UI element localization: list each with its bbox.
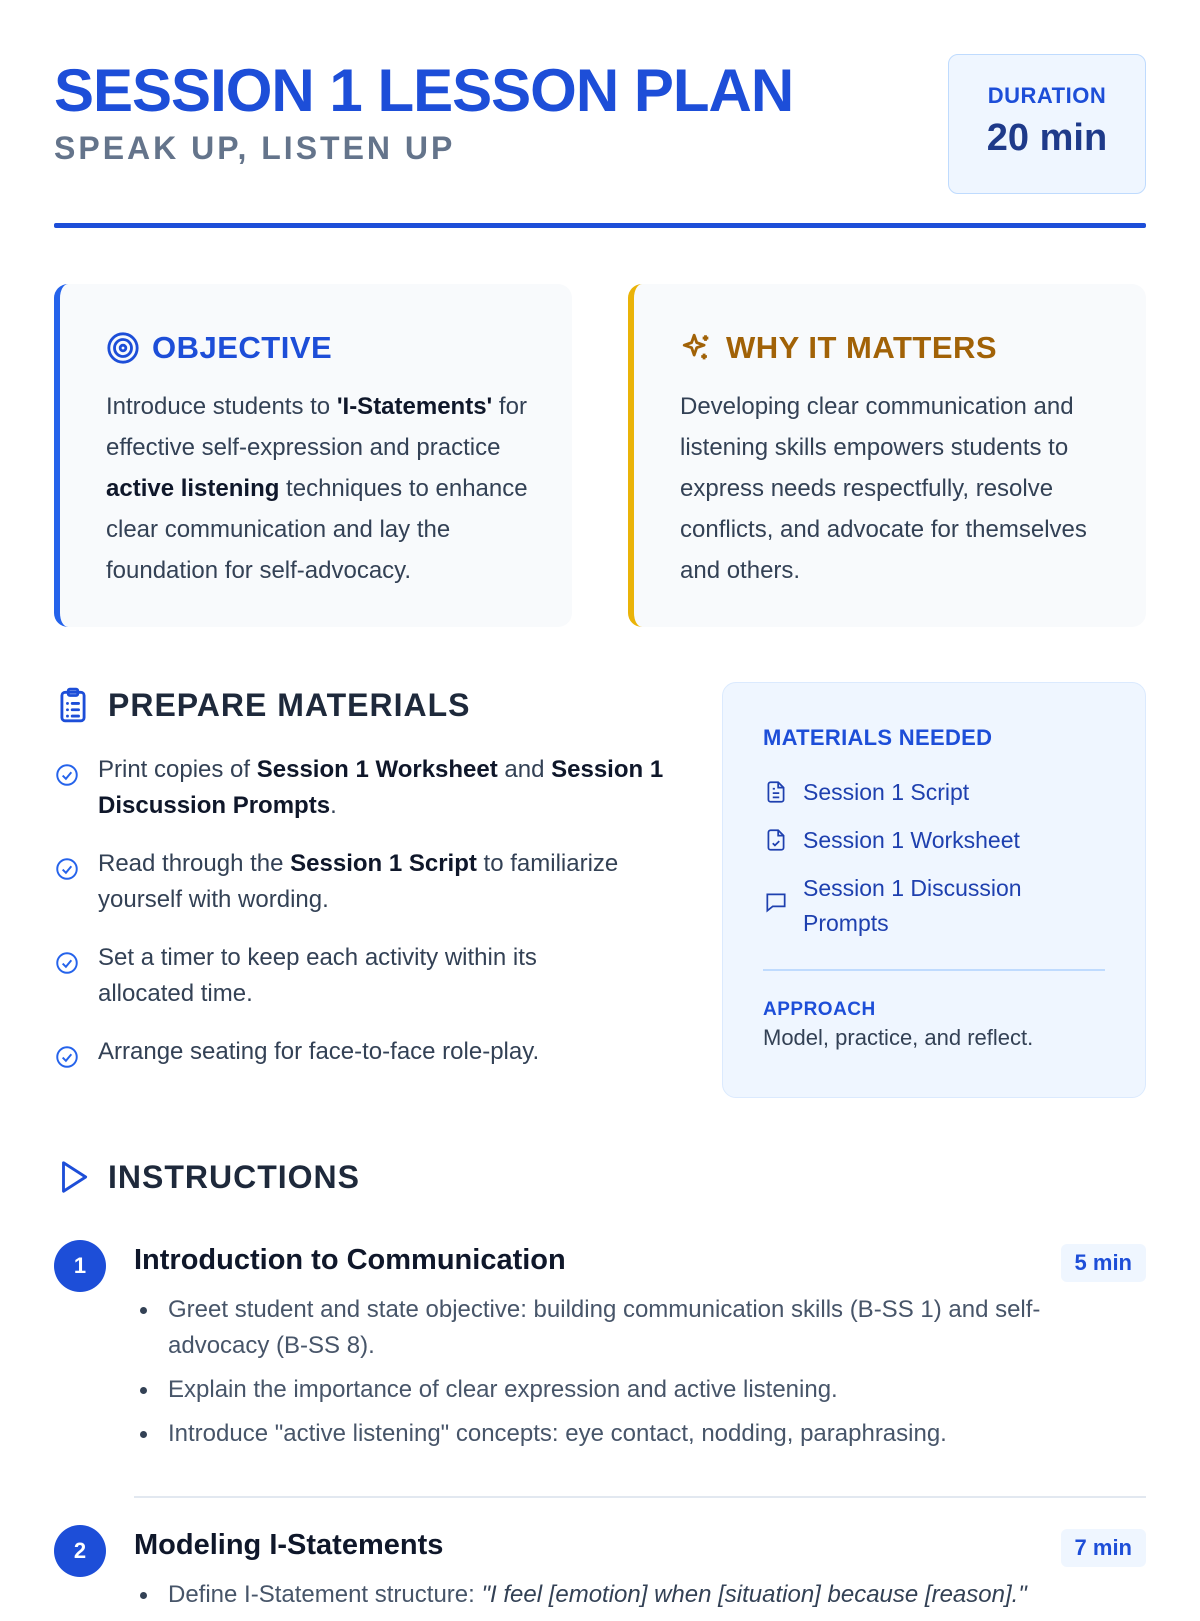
why-it-matters-card <box>628 284 1146 627</box>
material-item[interactable] <box>763 775 1083 810</box>
step-bullets <box>134 1292 1134 1460</box>
duration-value: 20 min <box>986 117 1108 159</box>
step-divider <box>134 1496 1146 1498</box>
header-divider <box>54 223 1146 228</box>
material-item[interactable] <box>763 871 1043 941</box>
list-item <box>54 940 578 1012</box>
list-item <box>54 1034 539 1070</box>
page-title: SESSION 1 LESSON PLAN <box>54 57 794 124</box>
list-item-text: Read through the Session 1 Script to familiarize yourself with wording. <box>98 850 619 913</box>
material-label: Session 1 Worksheet <box>803 827 1020 853</box>
step-time-badge: 5 min <box>1061 1244 1146 1282</box>
objective-emphasis-active-listening: active listening <box>106 475 280 502</box>
list-item: Greet student and state objective: building communication skills (B-SS 1) and self-advocacy (B-SS 8). <box>134 1292 1134 1364</box>
approach-label: APPROACH <box>763 999 876 1020</box>
file-check-icon <box>763 827 789 853</box>
check-circle-icon <box>54 856 80 882</box>
step-time-badge: 7 min <box>1061 1529 1146 1567</box>
check-circle-icon <box>54 1044 80 1070</box>
material-item[interactable] <box>763 823 1083 858</box>
step-title: Modeling I-Statements <box>134 1529 444 1561</box>
why-it-matters-text: Developing clear communication and listening skills empowers students to express needs respectfully, resolve conflicts, and advocate for themselves and others. <box>680 393 1087 584</box>
message-square-icon <box>763 889 789 915</box>
clipboard-list-icon <box>54 686 92 724</box>
check-circle-icon <box>54 950 80 976</box>
file-text-icon <box>763 779 789 805</box>
list-item: Define I-Statement structure: "I feel [emotion] when [situation] because [reason]." <box>134 1577 1134 1613</box>
page-header <box>54 56 1146 202</box>
sparkles-icon <box>680 331 714 365</box>
materials-needed-panel <box>722 682 1146 1098</box>
duration-label: DURATION <box>987 83 1107 108</box>
list-item-text: Print copies of Session 1 Worksheet and Session 1 Discussion Prompts. <box>98 756 664 819</box>
step-title: Introduction to Communication <box>134 1244 566 1276</box>
materials-divider <box>763 969 1105 971</box>
why-it-matters-title: WHY IT MATTERS <box>726 330 998 365</box>
objective-card <box>54 284 572 627</box>
objective-emphasis-i-statements: 'I-Statements' <box>336 393 493 420</box>
materials-needed-title: MATERIALS NEEDED <box>763 725 993 750</box>
instructions-title: INSTRUCTIONS <box>108 1158 360 1195</box>
list-item <box>54 846 674 918</box>
instructions-heading <box>54 1158 360 1196</box>
page-subtitle: SPEAK UP, LISTEN UP <box>54 130 456 166</box>
list-item: Introduce "active listening" concepts: eye contact, nodding, paraphrasing. <box>134 1416 1134 1452</box>
prepare-materials-title: PREPARE MATERIALS <box>108 686 471 723</box>
step-number: 1 <box>54 1240 106 1292</box>
duration-card <box>948 54 1146 194</box>
list-item <box>54 752 674 824</box>
list-item-text: Arrange seating for face-to-face role-play. <box>98 1038 540 1065</box>
objective-title: OBJECTIVE <box>152 330 333 365</box>
list-item: Explain the importance of clear expression and active listening. <box>134 1372 1134 1408</box>
list-item-text: Set a timer to keep each activity within its allocated time. <box>98 944 537 1007</box>
material-label: Session 1 Script <box>803 779 970 805</box>
target-icon <box>106 331 140 365</box>
step-number: 2 <box>54 1525 106 1577</box>
play-icon <box>54 1158 92 1196</box>
prepare-materials-heading <box>54 686 471 724</box>
check-circle-icon <box>54 762 80 788</box>
approach-text: Model, practice, and reflect. <box>763 1025 1034 1050</box>
material-label: Session 1 Discussion Prompts <box>803 875 1022 936</box>
step-bullets <box>134 1577 1134 1621</box>
objective-text: Introduce students to 'I-Statements' for effective self-expression and practice active listening techniques to enhance clear communication and lay the foundation for self-advocacy. <box>106 393 528 584</box>
